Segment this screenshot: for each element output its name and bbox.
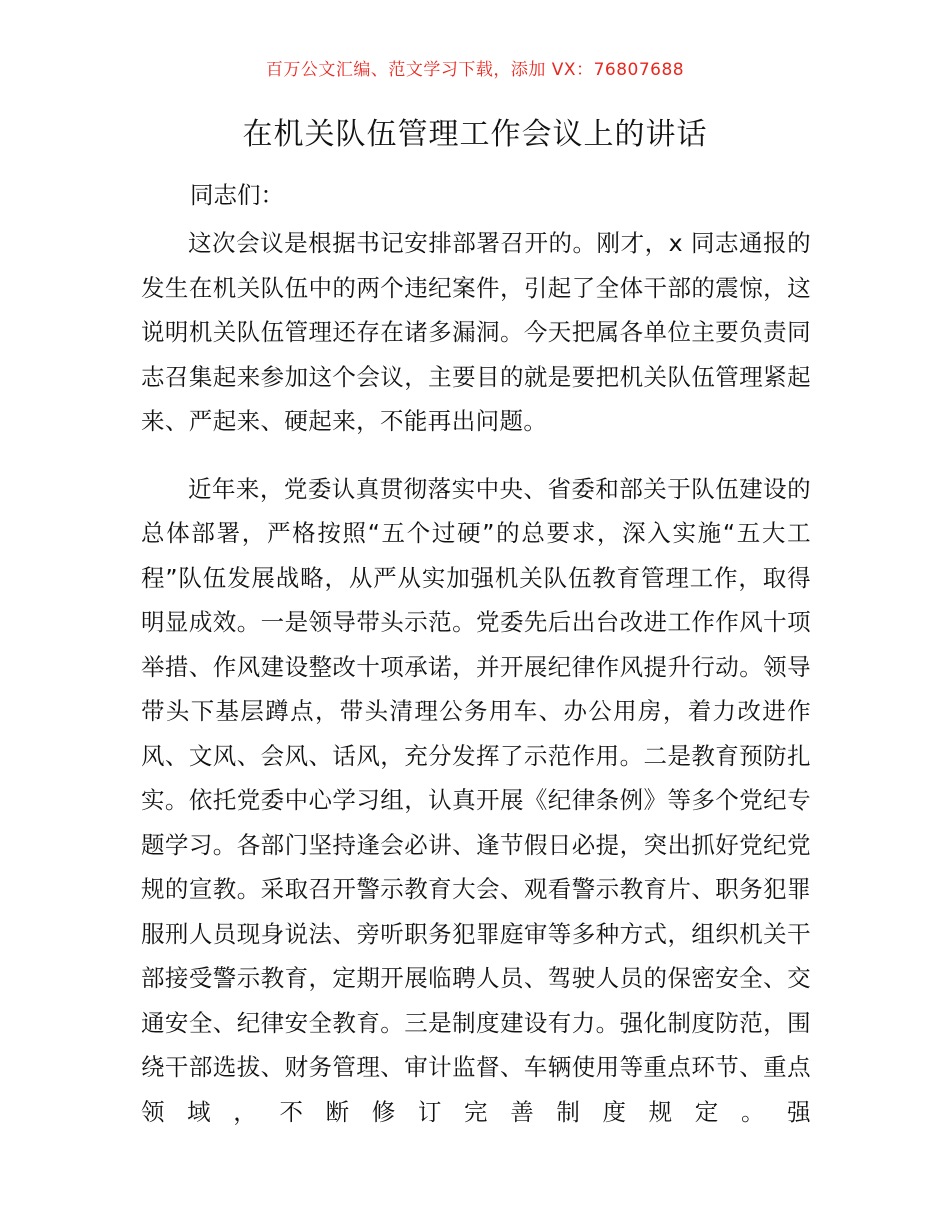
document-body <box>141 221 811 1134</box>
paragraph: 近年来，党委认真贯彻落实中央、省委和部关于队伍建设的总体部署，严格按照“五个过硬”的总要求，深入实施“五大工程”队伍发展战略，从严从实加强机关队伍教育管理工作，取得明显成效。一是领导带头示范。党委先后出台改进工作作风十项举措、作风建设整改十项承诺，并开展纪律作风提升行动。领导带头下基层蹲点，带头清理公务用车、办公用房，着力改进作风、文风、会风、话风，充分发挥了示范作用。二是教育预防扎实。依托党委中心学习组，认真开展《纪律条例》等多个党纪专题学习。各部门坚持逢会必讲、逢节假日必提，突出抓好党纪党规的宣教。采取召开警示教育大会、观看警示教育片、职务犯罪服刑人员现身说法、旁听职务犯罪庭审等多种方式，组织机关干部接受警示教育，定期开展临聘人员、驾驶人员的保密安全、交通安全、纪律安全教育。三是制度建设有力。强化制度防范，围绕干部选拔、财务管理、审计监督、车辆使用等重点环节、重点领域，不断修订完善制度规定。强 <box>141 474 811 1126</box>
paragraph: 这次会议是根据书记安排部署召开的。刚才，x 同志通报的发生在机关队伍中的两个违纪案件，引起了全体干部的震惊，这说明机关队伍管理还存在诸多漏洞。今天把属各单位主要负责同志召集起来参加这个会议，主要目的就是要把机关队伍管理紧起来、严起来、硬起来，不能再出问题。 <box>141 229 811 435</box>
salutation: 同志们： <box>190 181 284 209</box>
document-title: 在机关队伍管理工作会议上的讲话 <box>242 117 708 152</box>
watermark-banner: 百万公文汇编、范文学习下载，添加 VX：76807688 <box>265 60 685 80</box>
